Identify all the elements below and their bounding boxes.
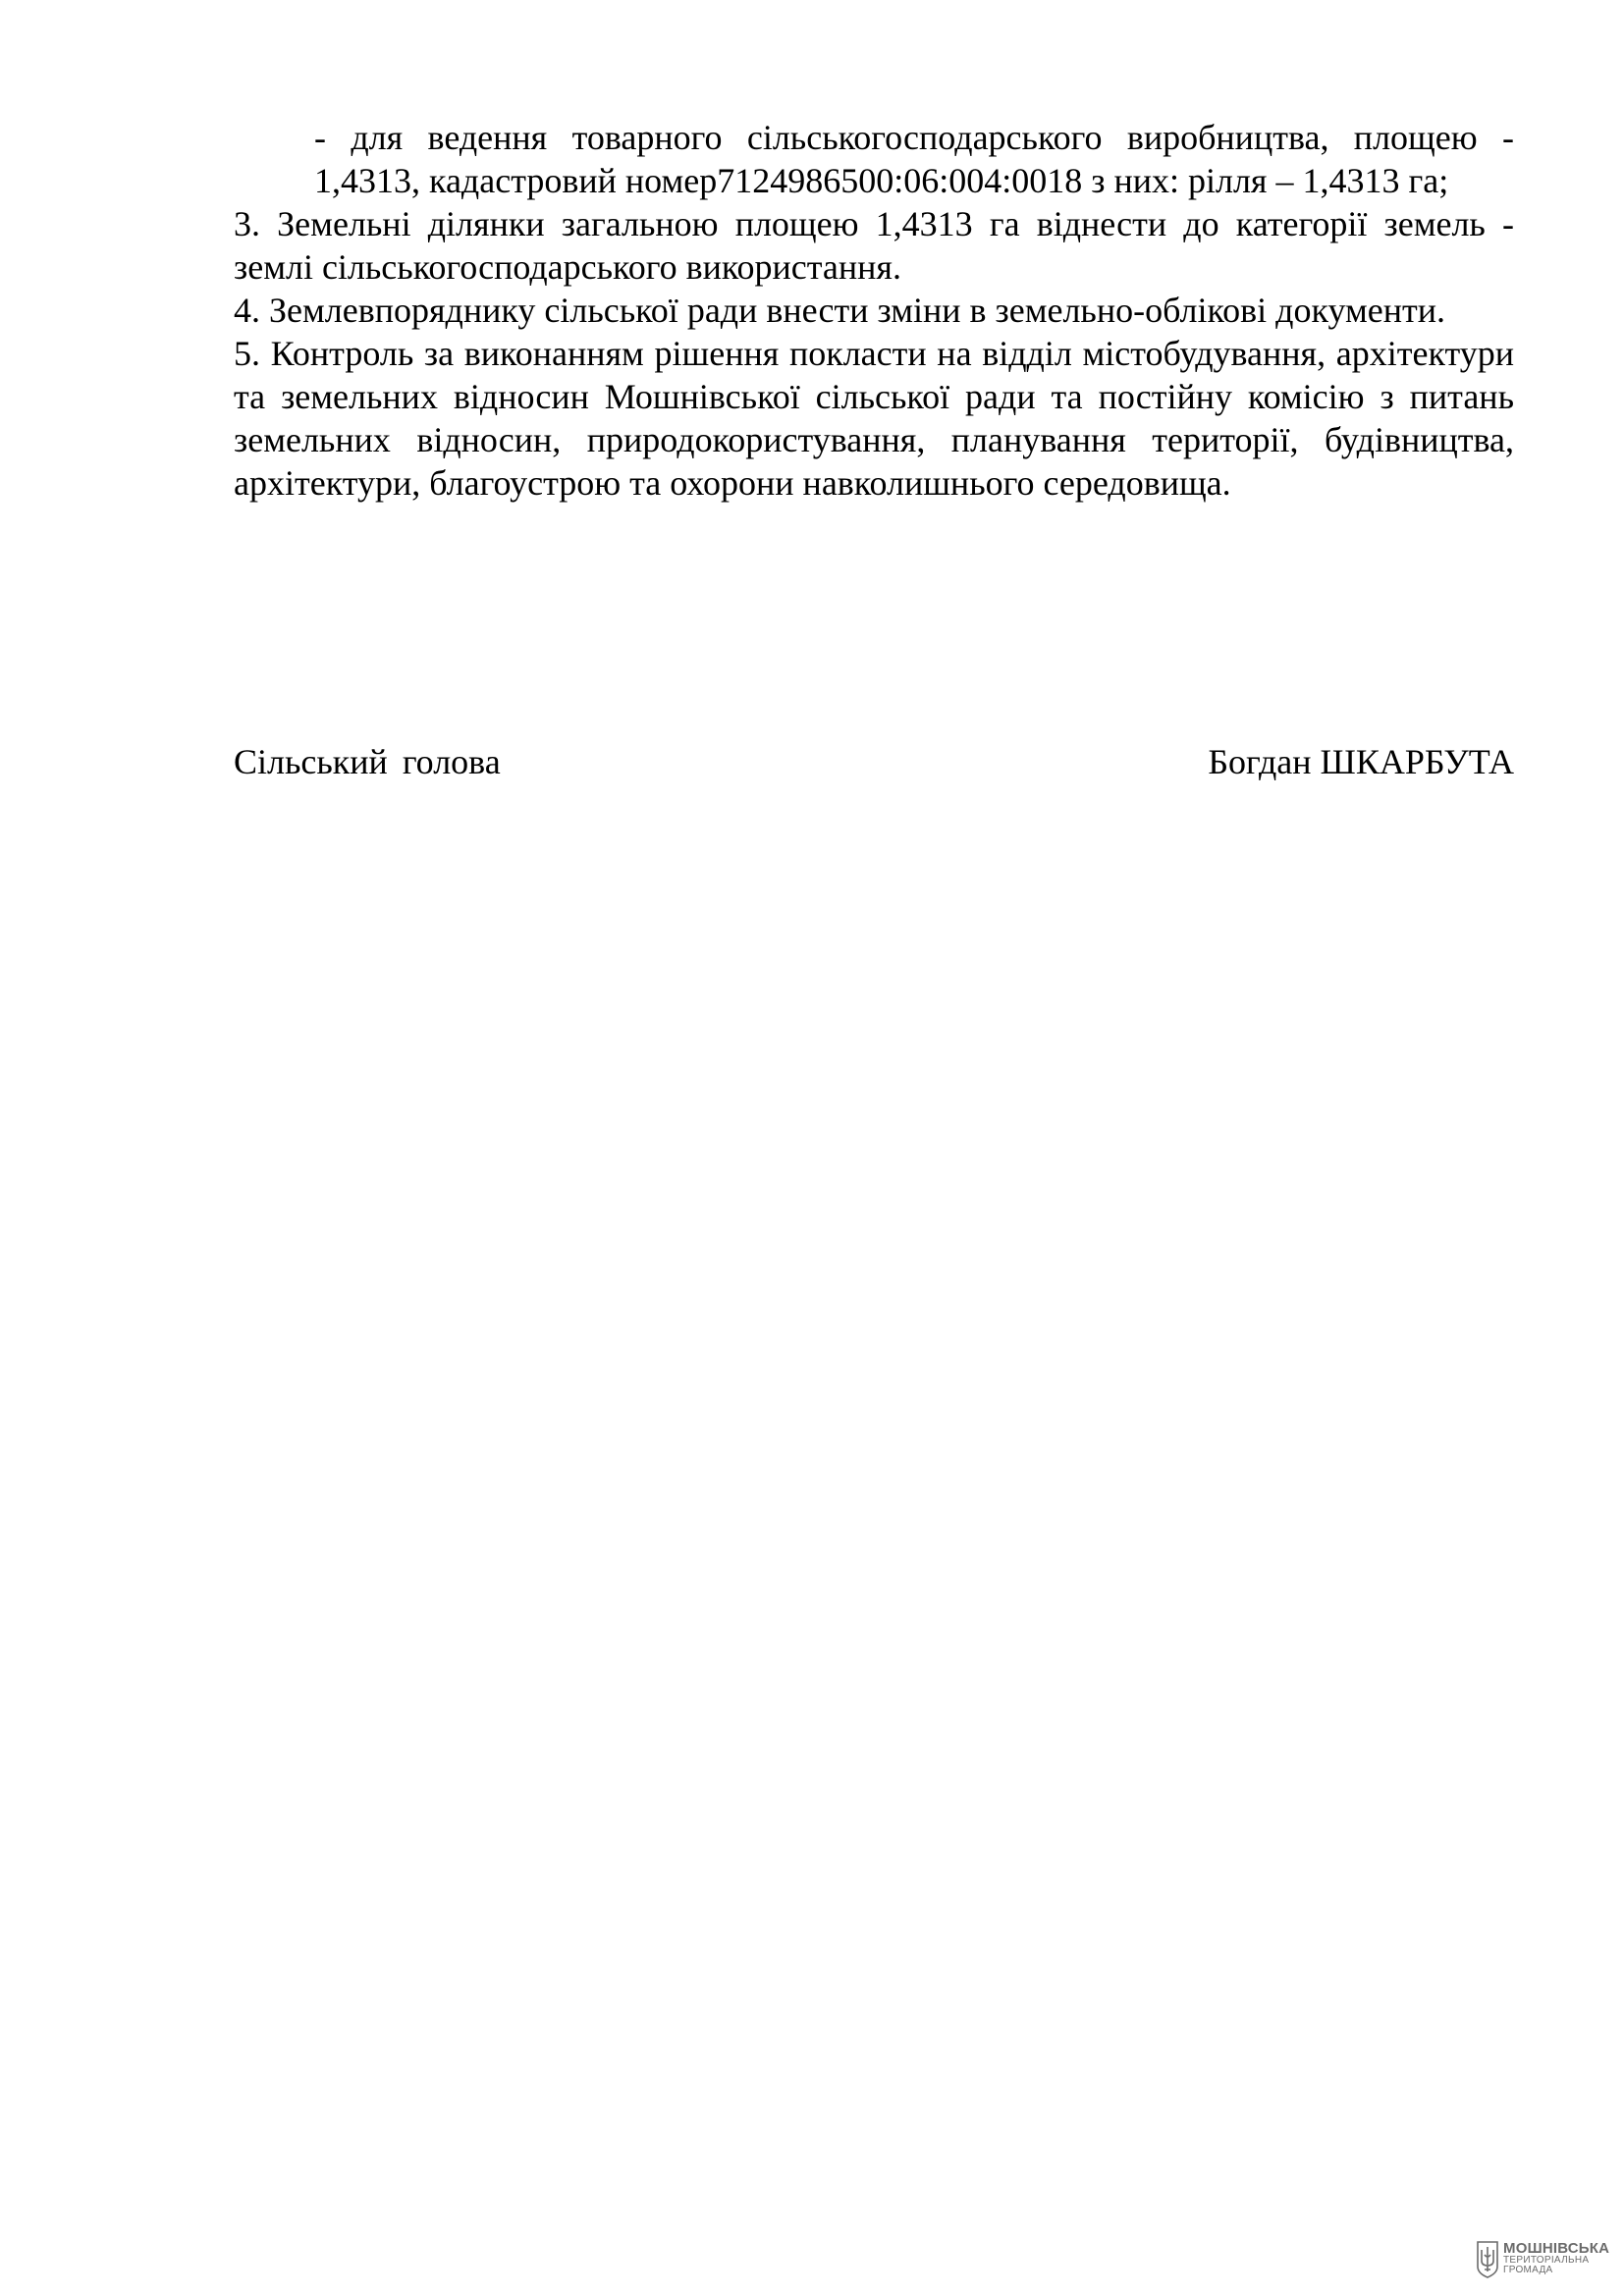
paragraph-3: 3. Земельні ділянки загальною площею 1,4313 га віднести до категорії земель - землі сільськогосподарського використання. (234, 204, 1514, 287)
signature-title: Сільський голова (234, 742, 501, 781)
community-logo (1477, 2241, 1609, 2278)
signature-name: Богдан ШКАРБУТА (1208, 742, 1514, 781)
document-body (234, 116, 1514, 505)
trident-emblem-icon (1477, 2241, 1498, 2278)
logo-line-2: ГРОМАДА (1503, 2265, 1553, 2275)
paragraph-4: 4. Землевпоряднику сільської ради внести зміни в земельно-облікові документи. (234, 291, 1446, 330)
logo-text (1503, 2241, 1609, 2275)
logo-name: МОШНІВСЬКА (1503, 2240, 1610, 2257)
land-plot-subitem: - для ведення товарного сільськогосподарського виробництва, площею - 1,4313, кадастровий номер7124986500:06:004:0018 з них: рілля – 1,4313 га; (314, 118, 1514, 200)
signature-block (234, 740, 1514, 783)
paragraph-5: 5. Контроль за виконанням рішення покласти на відділ містобудування, архітектури та земельних відносин Мошнівської сільської ради та постійну комісію з питань земельних відносин, природокористування, планування території, будівництва, архітектури, благоустрою та охорони навколишнього середовища. (234, 334, 1514, 503)
logo-line-1: ТЕРИТОРІАЛЬНА (1503, 2255, 1590, 2266)
